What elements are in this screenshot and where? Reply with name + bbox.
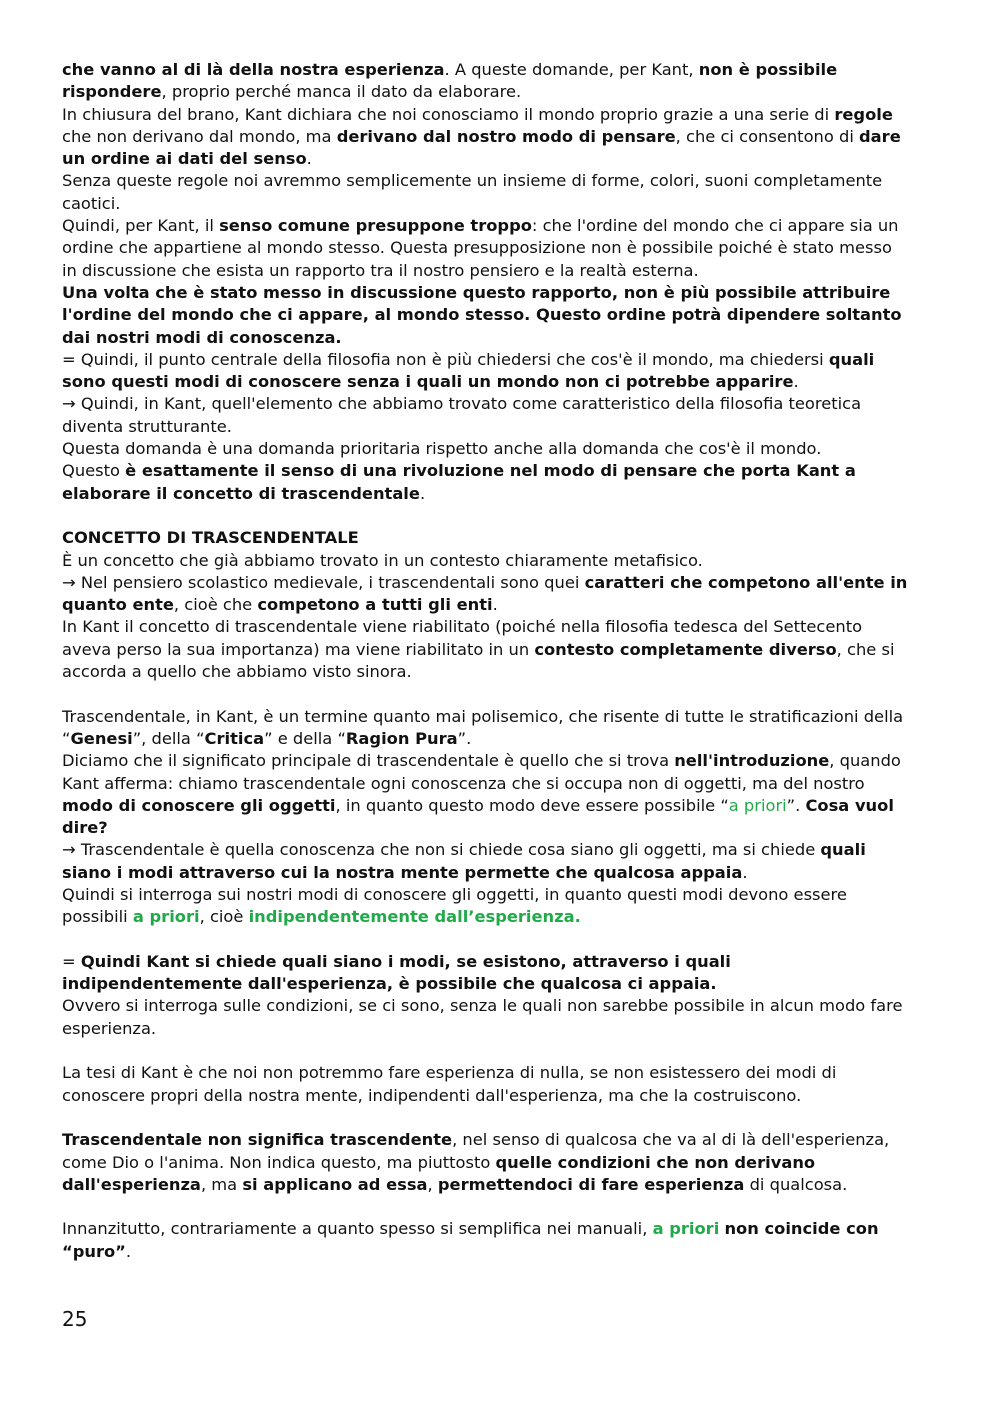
bold-text: che vanno al di là della nostra esperienza [62, 60, 445, 79]
bold-text: non è possibile [698, 60, 838, 79]
bold-text: Critica [204, 728, 265, 748]
text-line [62, 1241, 940, 1263]
text-run: , [427, 1174, 438, 1194]
text-run: Quindi, per Kant, il [62, 216, 220, 236]
text-line [62, 795, 940, 817]
text-line [62, 1062, 940, 1084]
text-run: , che ci consentono di [675, 126, 860, 146]
text-run: possibili [62, 907, 133, 927]
bold-text: contesto completamente diverso [534, 639, 837, 659]
bold-text: nell'introduzione [674, 751, 830, 771]
bold-text: siano i modi attraverso cui la nostra mente permette che qualcosa appaia [62, 862, 743, 882]
text-run: , cioè [199, 907, 249, 927]
bold-text: quali [820, 840, 866, 860]
bold-text: elaborare il concetto di trascendentale [62, 483, 420, 503]
text-run: ”. [786, 795, 806, 815]
text-line [62, 215, 940, 237]
text-run: : che l'ordine del mondo che ci appare sia un [531, 216, 899, 236]
text-line [62, 839, 940, 861]
text-run: ”, della “ [132, 728, 205, 748]
text-run: , quando [829, 751, 901, 771]
text-run: , proprio perché manca il dato da elaborare. [161, 82, 522, 102]
bold-text: permettendoci di fare esperienza [437, 1174, 745, 1194]
bold-text: quali [828, 349, 875, 369]
text-line [62, 773, 940, 795]
bold-text: dire? [62, 818, 108, 838]
bold-text: derivano dal nostro modo di pensare [336, 126, 676, 146]
text-run: Diciamo che il significato principale di trascendentale è quello che si trova [62, 751, 675, 771]
text-run: . A queste domande, per Kant, [444, 60, 699, 79]
text-run: che non derivano dal mondo, ma [62, 126, 337, 146]
text-line [62, 148, 940, 170]
blank-line [62, 1107, 940, 1129]
bold-text: dall'esperienza [62, 1174, 201, 1194]
text-line [62, 817, 940, 839]
text-run: . [492, 595, 498, 615]
text-line [62, 260, 940, 282]
text-run: → Trascendentale è quella conoscenza che non si chiede cosa siano gli oggetti, ma si chiede [62, 840, 821, 860]
text-line [62, 1152, 940, 1174]
text-run: di qualcosa. [744, 1174, 848, 1194]
text-run: . [742, 862, 748, 882]
blank-line [62, 1040, 940, 1062]
blank-line [62, 683, 940, 705]
text-run: La tesi di Kant è che noi non potremmo fare esperienza di nulla, se non esistessero dei modi di [62, 1063, 837, 1083]
blank-line [62, 505, 940, 527]
text-line [62, 371, 940, 393]
text-run: Ovvero si interroga sulle condizioni, se ci sono, senza le quali non sarebbe possibile in alcun modo fare [62, 996, 903, 1016]
text-run: in discussione che esista un rapporto tra il nostro pensiero e la realtà esterna. [62, 260, 699, 280]
bold-text: Una volta che è stato messo in discussione questo rapporto, non è più possibile attribuire [62, 282, 891, 302]
text-line [62, 126, 940, 148]
text-line [62, 1129, 940, 1151]
bold-text: sono questi modi di conoscere senza i quali un mondo non ci potrebbe apparire [62, 372, 794, 392]
text-run: ordine che appartiene al mondo stesso. Questa presupposizione non è possibile poiché è stato messo [62, 238, 892, 258]
text-run: Trascendentale, in Kant, è un termine quanto mai polisemico, che risente di tutte le stratificazioni della [62, 706, 904, 726]
text-run: come Dio o l'anima. Non indica questo, ma piuttosto [62, 1152, 496, 1172]
text-run: . [419, 483, 426, 503]
text-run: In chiusura del brano, Kant dichiara che noi conosciamo il mondo proprio grazie a una serie di [62, 104, 835, 124]
text-run: “ [62, 728, 71, 748]
text-run: Quindi si interroga sui nostri modi di conoscere gli oggetti, in quanto questi modi devono essere [62, 884, 847, 904]
text-run: , ma [200, 1174, 243, 1194]
bold-text: modo di conoscere gli oggetti [62, 795, 336, 815]
text-line [62, 995, 940, 1017]
text-run: Questa domanda è una domanda prioritaria rispetto anche alla domanda che cos'è il mondo. [62, 439, 822, 459]
text-run: → Quindi, in Kant, quell'elemento che abbiamo trovato come caratteristico della filosofia teoretica [62, 394, 862, 414]
highlight-text: indipendentemente dall’esperienza. [248, 907, 581, 927]
text-line [62, 616, 940, 638]
text-run: ”. [457, 728, 472, 748]
text-run: diventa strutturante. [62, 416, 232, 436]
text-line [62, 594, 940, 616]
text-run: = Quindi, il punto centrale della filosofia non è più chiedersi che cos'è il mondo, ma chiedersi [62, 349, 829, 369]
text-line [62, 393, 940, 415]
text-line [62, 951, 940, 973]
text-run: . [306, 149, 312, 169]
text-line [62, 973, 940, 995]
text-run: ” e della “ [264, 728, 346, 748]
text-line [62, 483, 940, 505]
text-run: . [793, 372, 799, 392]
text-run: , cioè che [173, 595, 258, 615]
text-run: , nel senso di qualcosa che va al di là dell'esperienza, [452, 1130, 890, 1150]
text-line [62, 170, 940, 192]
text-line [62, 1218, 940, 1240]
text-line [62, 349, 940, 371]
highlight-text: a priori [652, 1219, 720, 1239]
bold-text: Cosa vuol [805, 795, 894, 815]
text-line [62, 639, 940, 661]
bold-text: regole [834, 104, 893, 124]
bold-text: Ragion Pura [345, 728, 458, 748]
bold-text: senso comune presuppone troppo [219, 216, 532, 236]
text-run: Kant afferma: chiamo trascendentale ogni conoscenza che si occupa non di oggetti, ma del nostro [62, 773, 865, 793]
text-line [62, 550, 940, 572]
text-line [62, 59, 940, 81]
text-line [62, 750, 940, 772]
text-line [62, 706, 940, 728]
text-line [62, 661, 940, 683]
bold-text: si applicano ad essa [242, 1174, 428, 1194]
text-run: accorda a quello che abbiamo visto sinora. [62, 662, 412, 682]
text-run: , che si [836, 639, 895, 659]
text-line [62, 327, 940, 349]
text-run: aveva perso la sua importanza) ma viene riabilitato in un [62, 639, 535, 659]
text-line [62, 460, 940, 482]
bold-text: competono a tutti gli enti [257, 595, 493, 615]
text-run: = [62, 951, 81, 971]
bold-text: quanto ente [62, 595, 174, 615]
bold-text: dare [859, 126, 901, 146]
bold-text: caratteri che competono all'ente in [584, 572, 908, 592]
text-run: Innanzitutto, contrariamente a quanto spesso si semplifica nei manuali, [62, 1219, 653, 1239]
text-line [62, 1085, 940, 1107]
text-line [62, 193, 940, 215]
bold-text: l'ordine del mondo che ci appare, al mondo stesso. Questo ordine potrà dipendere soltanto [62, 305, 902, 325]
bold-text: dai nostri modi di conoscenza. [62, 327, 342, 347]
bold-text: non coincide con [724, 1219, 879, 1239]
text-line [62, 527, 940, 549]
blank-line [62, 1196, 940, 1218]
text-line [62, 237, 940, 259]
highlight-text: a priori [728, 795, 787, 815]
text-line [62, 282, 940, 304]
blank-line [62, 929, 940, 951]
text-line [62, 906, 940, 928]
bold-text: Quindi Kant si chiede quali siano i modi, se esistono, attraverso i quali [80, 951, 731, 971]
text-run: , in quanto questo modo deve essere possibile “ [335, 795, 729, 815]
text-run: conoscere propri della nostra mente, indipendenti dall'esperienza, ma che la costruiscono. [62, 1085, 802, 1105]
bold-text: Trascendentale non significa trascendente [62, 1130, 453, 1150]
bold-text: indipendentemente dall'esperienza, è possibile che qualcosa ci appaia. [62, 974, 717, 994]
bold-text: quelle condizioni che non derivano [495, 1152, 816, 1172]
text-line [62, 884, 940, 906]
text-run: caotici. [62, 193, 121, 213]
text-line [62, 572, 940, 594]
bold-text: “puro” [62, 1241, 126, 1261]
text-line [62, 1174, 940, 1196]
text-run: È un concetto che già abbiamo trovato in un contesto chiaramente metafisico. [62, 550, 703, 570]
bold-text: un ordine ai dati del senso [62, 149, 307, 169]
highlight-text: a priori [132, 907, 200, 927]
text-line [62, 304, 940, 326]
text-run: In Kant il concetto di trascendentale viene riabilitato (poiché nella filosofia tedesca del Settecento [62, 617, 863, 637]
text-run: . [125, 1241, 132, 1261]
text-line [62, 862, 940, 884]
text-line [62, 438, 940, 460]
bold-text: rispondere [62, 82, 162, 102]
text-line [62, 728, 940, 750]
text-line [62, 416, 940, 438]
bold-text: è esattamente il senso di una rivoluzione nel modo di pensare che porta Kant a [125, 461, 856, 481]
text-run: Questo [62, 461, 126, 481]
document-page [62, 59, 940, 1263]
page-number: 25 [62, 1307, 88, 1331]
text-line [62, 1018, 940, 1040]
text-run: → Nel pensiero scolastico medievale, i trascendentali sono quei [62, 572, 585, 592]
text-run: Senza queste regole noi avremmo semplicemente un insieme di forme, colori, suoni completamente [62, 171, 883, 191]
text-line [62, 81, 940, 103]
bold-text: CONCETTO DI TRASCENDENTALE [62, 528, 359, 548]
text-run: esperienza. [62, 1018, 157, 1038]
bold-text: Genesi [70, 728, 133, 748]
text-line [62, 104, 940, 126]
